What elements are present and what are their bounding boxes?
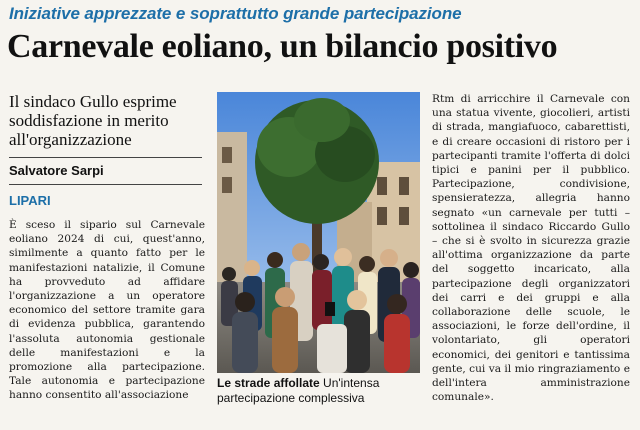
kicker: Iniziative apprezzate e soprattutto grande partecipazione <box>9 4 462 23</box>
divider <box>9 157 202 158</box>
headline: Carnevale eoliano, un bilancio positivo <box>7 28 558 65</box>
article-body-left: È sceso il sipario sul Carnevale eoliano 2024 di cui, quest'anno, similmente a quanto fatto per le manifestazioni natalizie, il Comune ha provveduto ad affidare l'organizzazione a un operatore economico del settore tramite gara di evidenza pubblica, garantendo l'assoluta autonomia gestionale delle manifestazioni e la promozione alla partecipazione. Tale autonomia e partecipazione hanno consentito all'associazione <box>9 219 205 402</box>
dateline: LIPARI <box>9 193 51 208</box>
caption-text: Un'intensa partecipazione complessiva <box>217 376 380 405</box>
article-body-right: Rtm di arricchire il Carnevale con una statua vivente, giocolieri, artisti di strada, mangiafuoco, cabarettisti, e di creare occasioni di ristoro per i partecipanti tramite l'offerta di dolci tipici e panini per il pubblico. Partecipazione, condivisione, spensieratezza, allegria hanno segnato «un carnevale per tutti – sottolinea il sindaco Riccardo Gullo – che si è svolto in sicurezza grazie all'ottima organizzazione da parte del soggetto incaricato, alla partecipazione degli organizzatori dei carri e dei gruppi e alla collaborazione delle scuole, le associazioni, le forze dell'ordine, il volontariato, gli operatori economici, dei genitori e tantissima gente, cui va il mio ringraziamento e dell'intera amministrazione comunale». <box>432 93 630 404</box>
caption-title: Le strade affollate <box>217 376 320 390</box>
divider <box>9 184 202 185</box>
crowd-photo <box>217 92 420 373</box>
byline: Salvatore Sarpi <box>9 163 104 178</box>
photo-caption <box>217 376 422 406</box>
deck: Il sindaco Gullo esprime soddisfazione in merito all'organizzazione <box>9 92 177 149</box>
